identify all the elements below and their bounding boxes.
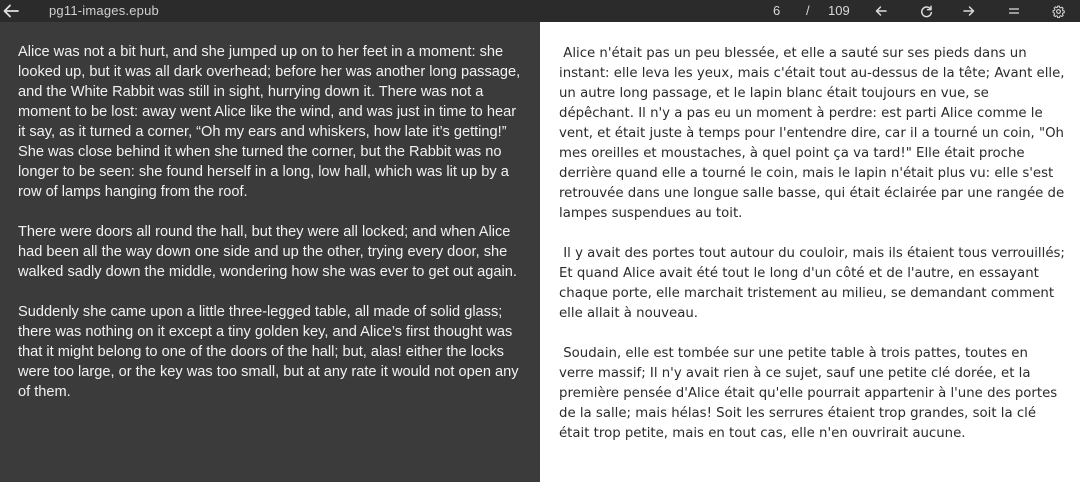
back-button[interactable] xyxy=(0,0,22,22)
prev-page-button[interactable] xyxy=(868,0,894,22)
arrow-right-icon xyxy=(963,5,975,17)
paragraph: Suddenly she came upon a little three-legged table, all made of solid glass; there was nothing on it except a tiny golden key, and Alice’s first thought was that it might belong to one of the doors of the hall; but, alas! either the locks were too large, or the key was too small, but at any rate it would not open any of them. xyxy=(18,304,519,400)
original-text-pane[interactable] xyxy=(0,22,540,482)
gear-icon xyxy=(1052,5,1065,18)
page-separator: / xyxy=(806,3,810,18)
paragraph: Alice n'était pas un peu blessée, et elle a sauté sur ses pieds dans un instant: elle leva les yeux, mais c'était tout au-dessus de la tête; Avant elle, un autre long passage, et le lapin blanc était toujours en vue, se dépêchant. Il n'y a pas eu un moment à perdre: est parti Alice comme le vent, et était juste à temps pour l'entendre dire, car il a tourné un coin, "Oh mes oreilles et moustaches, à quel point ça va tard!" Elle était proche derrière quand elle a tourné le coin, mais le lapin n'était plus vu: elle s'est retrouvée dans une longue salle basse, qui était éclairée par une rangée de lampes suspendues au toit. xyxy=(559,46,1065,221)
total-pages: 109 xyxy=(828,3,850,18)
settings-button[interactable] xyxy=(1045,0,1071,22)
paragraph: Alice was not a bit hurt, and she jumped up on to her feet in a moment: she looked up, but it was all dark overhead; before her was another long passage, and the White Rabbit was still in sight, hurrying down it. There was not a moment to be lost: away went Alice like the wind, and was just in time to hear it say, as it turned a corner, “Oh my ears and whiskers, how late it’s getting!” She was close behind it when she turned the corner, but the Rabbit was no longer to be seen: she found herself in a long, low hall, which was lit up by a row of lamps hanging from the roof. xyxy=(18,44,521,200)
arrow-left-icon xyxy=(3,4,19,18)
menu-button[interactable] xyxy=(1001,0,1027,22)
reload-button[interactable] xyxy=(913,0,939,22)
reload-icon xyxy=(920,5,933,18)
paragraph: Il y avait des portes tout autour du couloir, mais ils étaient tous verrouillés; Et quand Alice avait été tout le long d'un côté et de l'autre, en essayant chaque porte, elle marchait tristement au milieu, se demandant comment elle allait à nouveau. xyxy=(559,246,1065,321)
translated-text-pane[interactable] xyxy=(540,22,1080,482)
paragraph: Soudain, elle est tombée sur une petite table à trois pattes, toutes en verre massif; Il n'y avait rien à ce sujet, sauf une petite clé dorée, et la première pensée d'Alice était qu'elle pourrait appartenir à l'une des portes de la salle; mais hélas! Soit les serrures étaient trop grandes, soit la clé était trop petite, mais en tout cas, elle n'en ouvrirait aucune. xyxy=(559,346,1058,441)
menu-icon xyxy=(1009,7,1019,15)
book-title: pg11-images.epub xyxy=(49,3,159,18)
toolbar xyxy=(0,0,1080,22)
current-page[interactable]: 6 xyxy=(773,3,781,18)
arrow-left-icon xyxy=(875,5,887,17)
paragraph: There were doors all round the hall, but they were all locked; and when Alice had been all the way down one side and up the other, trying every door, she walked sadly down the middle, wondering how she was ever to get out again. xyxy=(18,224,517,280)
next-page-button[interactable] xyxy=(956,0,982,22)
